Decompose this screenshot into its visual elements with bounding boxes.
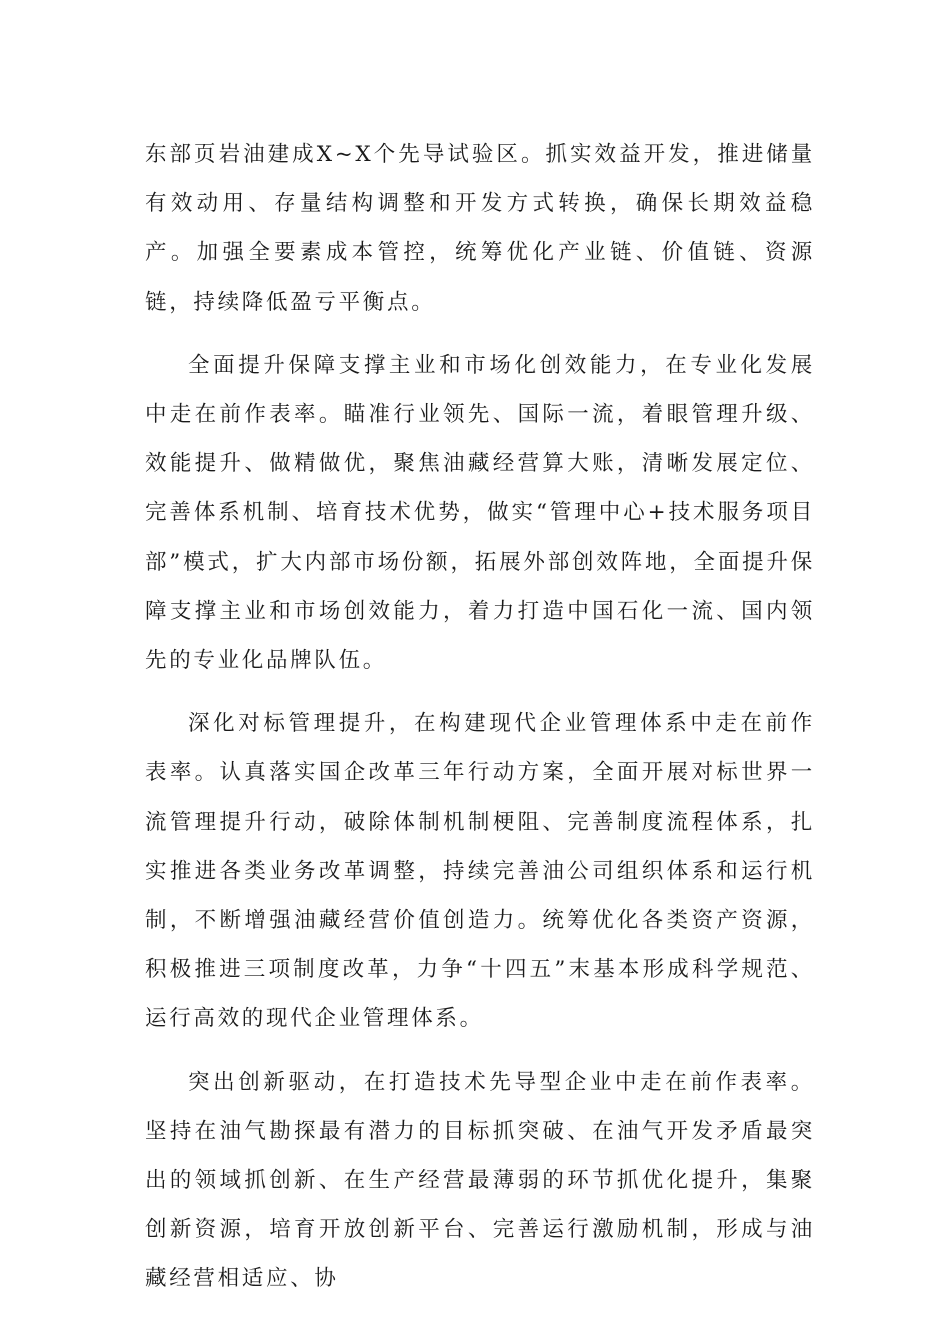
document-body [145,130,815,1304]
paragraph-benchmark-management: 深化对标管理提升，在构建现代企业管理体系中走在前作表率。认真落实国企改革三年行动方案，全面开展对标世界一流管理提升行动，破除体制机制梗阻、完善制度流程体系，扎实推进各类业务改革调整，持续完善油公司组织体系和运行机制，不断增强油藏经营价值创造力。统筹优化各类资产资源，积极推进三项制度改革，力争“十四五”末基本形成科学规范、运行高效的现代企业管理体系。 [145,711,815,1032]
paragraph-shale-oil-pilot: 东部页岩油建成X~X个先导试验区。抓实效益开发，推进储量有效动用、存量结构调整和开发方式转换，确保长期效益稳产。加强全要素成本管控，统筹优化产业链、价值链、资源链，持续降低盈亏平衡点。 [145,142,815,315]
paragraph-support-capability: 全面提升保障支撑主业和市场化创效能力，在专业化发展中走在前作表率。瞄准行业领先、国际一流，着眼管理升级、效能提升、做精做优，聚焦油藏经营算大账，清晰发展定位、完善体系机制、培育技术优势，做实“管理中心+技术服务项目部”模式，扩大内部市场份额，拓展外部创效阵地，全面提升保障支撑主业和市场创效能力，着力打造中国石化一流、国内领先的专业化品牌队伍。 [145,352,815,674]
paragraph-innovation-driven: 突出创新驱动，在打造技术先导型企业中走在前作表率。坚持在油气勘探最有潜力的目标抓突破、在油气开发矛盾最突出的领域抓创新、在生产经营最薄弱的环节抓优化提升，集聚创新资源，培育开放创新平台、完善运行激励机制，形成与油藏经营相适应、协 [145,1069,815,1292]
